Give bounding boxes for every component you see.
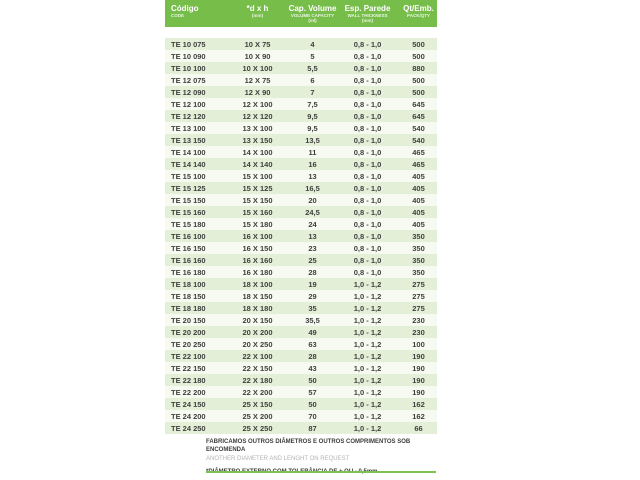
cell-code: TE 24 200: [171, 411, 206, 421]
table-row: [165, 266, 437, 278]
cell-dxh: 20 X 150: [242, 315, 273, 325]
cell-code: TE 22 100: [171, 351, 206, 361]
cell-dxh: 22 X 180: [242, 375, 273, 385]
cell-pack-qty: 162: [412, 411, 425, 421]
cell-capacity: 9,5: [307, 111, 318, 121]
cell-code: TE 14 100: [171, 147, 206, 157]
cell-capacity: 20: [308, 195, 317, 205]
cell-pack-qty: 500: [412, 87, 425, 97]
column-subtitle: PACK/QTY: [407, 13, 430, 19]
table-row: [165, 170, 437, 182]
cell-wall-thickness: 1,0 - 1,2: [353, 279, 382, 289]
cell-pack-qty: 540: [412, 135, 425, 145]
cell-dxh: 16 X 160: [242, 255, 273, 265]
note-custom-sizes-pt: FABRICAMOS OUTROS DIÂMETROS E OUTROS COMPRIMENTOS SOB ENCOMENDA: [206, 439, 411, 453]
cell-code: TE 15 125: [171, 183, 206, 193]
cell-pack-qty: 465: [412, 147, 425, 157]
cell-capacity: 35,5: [305, 315, 320, 325]
cell-pack-qty: 405: [412, 195, 425, 205]
cell-dxh: 22 X 200: [242, 387, 273, 397]
cell-dxh: 10 X 75: [244, 39, 271, 49]
cell-pack-qty: 275: [412, 291, 425, 301]
cell-code: TE 12 120: [171, 111, 206, 121]
cell-dxh: 12 X 75: [244, 75, 271, 85]
cell-dxh: 12 X 90: [244, 87, 271, 97]
cell-capacity: 24: [308, 219, 317, 229]
cell-wall-thickness: 0,8 - 1,0: [353, 75, 382, 85]
cell-pack-qty: 500: [412, 39, 425, 49]
cell-code: TE 24 250: [171, 423, 206, 433]
cell-capacity: 7: [310, 87, 315, 97]
cell-pack-qty: 350: [412, 267, 425, 277]
table-row: [165, 278, 437, 290]
cell-wall-thickness: 1,0 - 1,2: [353, 399, 382, 409]
cell-dxh: 16 X 100: [242, 231, 273, 241]
column-unit: (ml): [308, 18, 317, 24]
cell-code: TE 22 180: [171, 375, 206, 385]
cell-wall-thickness: 0,8 - 1,0: [353, 51, 382, 61]
table-row: [165, 206, 437, 218]
cell-dxh: 12 X 100: [242, 99, 273, 109]
column-title: Cap. Volume: [288, 4, 337, 13]
column-title: Esp. Parede: [344, 4, 391, 13]
cell-pack-qty: 405: [412, 183, 425, 193]
cell-code: TE 16 180: [171, 267, 206, 277]
cell-code: TE 10 090: [171, 51, 206, 61]
cell-capacity: 13,5: [305, 135, 320, 145]
cell-pack-qty: 190: [412, 363, 425, 373]
table-row: [165, 254, 437, 266]
cell-wall-thickness: 0,8 - 1,0: [353, 111, 382, 121]
cell-wall-thickness: 0,8 - 1,0: [353, 219, 382, 229]
table-row: [165, 362, 437, 374]
cell-capacity: 4: [310, 39, 315, 49]
column-title: *d x h: [246, 4, 269, 13]
cell-code: TE 16 150: [171, 243, 206, 253]
cell-pack-qty: 350: [412, 231, 425, 241]
table-header-cell: [400, 0, 437, 27]
cell-wall-thickness: 1,0 - 1,2: [353, 351, 382, 361]
cell-capacity: 5,5: [307, 63, 318, 73]
cell-wall-thickness: 0,8 - 1,0: [353, 147, 382, 157]
cell-code: TE 15 160: [171, 207, 206, 217]
cell-pack-qty: 190: [412, 375, 425, 385]
table-row: [165, 134, 437, 146]
column-title: Qt/Emb.: [403, 4, 434, 13]
cell-code: TE 12 090: [171, 87, 206, 97]
cell-capacity: 49: [308, 327, 317, 337]
table-row: [165, 326, 437, 338]
cell-dxh: 22 X 150: [242, 363, 273, 373]
cell-dxh: 14 X 140: [242, 159, 273, 169]
cell-pack-qty: 405: [412, 207, 425, 217]
cell-dxh: 25 X 250: [242, 423, 273, 433]
cell-code: TE 14 140: [171, 159, 206, 169]
column-subtitle: CODE: [171, 13, 185, 19]
cell-wall-thickness: 1,0 - 1,2: [353, 375, 382, 385]
cell-dxh: 18 X 180: [242, 303, 273, 313]
table-row: [165, 38, 437, 50]
cell-capacity: 23: [308, 243, 317, 253]
cell-capacity: 50: [308, 399, 317, 409]
table-header-cell: [290, 0, 335, 27]
table-row: [165, 398, 437, 410]
cell-capacity: 28: [308, 351, 317, 361]
cell-pack-qty: 66: [414, 423, 423, 433]
cell-dxh: 15 X 160: [242, 207, 273, 217]
table-row: [165, 338, 437, 350]
table-row: [165, 62, 437, 74]
cell-code: TE 10 075: [171, 39, 206, 49]
cell-wall-thickness: 0,8 - 1,0: [353, 99, 382, 109]
cell-code: TE 13 150: [171, 135, 206, 145]
cell-pack-qty: 350: [412, 243, 425, 253]
cell-dxh: 10 X 100: [242, 63, 273, 73]
cell-dxh: 16 X 150: [242, 243, 273, 253]
table-row: [165, 218, 437, 230]
cell-dxh: 14 X 100: [242, 147, 273, 157]
cell-code: TE 13 100: [171, 123, 206, 133]
cell-wall-thickness: 0,8 - 1,0: [353, 267, 382, 277]
cell-wall-thickness: 0,8 - 1,0: [353, 123, 382, 133]
table-row: [165, 230, 437, 242]
table-row: [165, 86, 437, 98]
cell-wall-thickness: 0,8 - 1,0: [353, 39, 382, 49]
cell-dxh: 13 X 100: [242, 123, 273, 133]
cell-code: TE 20 150: [171, 315, 206, 325]
cell-code: TE 20 200: [171, 327, 206, 337]
cell-code: TE 12 075: [171, 75, 206, 85]
cell-pack-qty: 880: [412, 63, 425, 73]
table-row: [165, 422, 437, 434]
cell-pack-qty: 500: [412, 75, 425, 85]
cell-code: TE 24 150: [171, 399, 206, 409]
cell-dxh: 10 X 90: [244, 51, 271, 61]
cell-wall-thickness: 0,8 - 1,0: [353, 231, 382, 241]
column-unit: (mm): [362, 18, 373, 24]
table-row: [165, 98, 437, 110]
table-row: [165, 74, 437, 86]
cell-wall-thickness: 0,8 - 1,0: [353, 63, 382, 73]
cell-wall-thickness: 1,0 - 1,2: [353, 291, 382, 301]
cell-wall-thickness: 0,8 - 1,0: [353, 243, 382, 253]
cell-capacity: 16: [308, 159, 317, 169]
cell-wall-thickness: 0,8 - 1,0: [353, 255, 382, 265]
table-row: [165, 314, 437, 326]
cell-dxh: 25 X 150: [242, 399, 273, 409]
cell-dxh: 15 X 100: [242, 171, 273, 181]
table-header-cell: [225, 0, 290, 27]
cell-capacity: 70: [308, 411, 317, 421]
cell-pack-qty: 500: [412, 51, 425, 61]
cell-dxh: 15 X 125: [242, 183, 273, 193]
cell-pack-qty: 162: [412, 399, 425, 409]
cell-wall-thickness: 0,8 - 1,0: [353, 171, 382, 181]
cell-code: TE 22 150: [171, 363, 206, 373]
cell-capacity: 11: [308, 147, 317, 157]
cell-wall-thickness: 0,8 - 1,0: [353, 195, 382, 205]
table-row: [165, 410, 437, 422]
column-subtitle: (mm): [252, 13, 263, 19]
cell-capacity: 13: [308, 171, 317, 181]
table-row: [165, 146, 437, 158]
table-row: [165, 110, 437, 122]
cell-capacity: 16,5: [305, 183, 320, 193]
cell-wall-thickness: 0,8 - 1,0: [353, 183, 382, 193]
cell-capacity: 25: [308, 255, 317, 265]
table-row: [165, 122, 437, 134]
cell-capacity: 35: [308, 303, 317, 313]
cell-capacity: 13: [308, 231, 317, 241]
cell-wall-thickness: 0,8 - 1,0: [353, 207, 382, 217]
cell-dxh: 15 X 180: [242, 219, 273, 229]
cell-wall-thickness: 1,0 - 1,2: [353, 387, 382, 397]
table-row: [165, 158, 437, 170]
cell-code: TE 10 100: [171, 63, 206, 73]
cell-dxh: 18 X 150: [242, 291, 273, 301]
table-row: [165, 290, 437, 302]
cell-capacity: 28: [308, 267, 317, 277]
cell-code: TE 12 100: [171, 99, 206, 109]
cell-dxh: 20 X 250: [242, 339, 273, 349]
cell-code: TE 15 150: [171, 195, 206, 205]
cell-capacity: 87: [308, 423, 317, 433]
cell-capacity: 7,5: [307, 99, 318, 109]
cell-dxh: 16 X 180: [242, 267, 273, 277]
table-row: [165, 182, 437, 194]
product-spec-table: [165, 0, 437, 434]
cell-wall-thickness: 1,0 - 1,2: [353, 363, 382, 373]
cell-capacity: 9,5: [307, 123, 318, 133]
cell-capacity: 5: [310, 51, 315, 61]
cell-dxh: 13 X 150: [242, 135, 273, 145]
cell-dxh: 25 X 200: [242, 411, 273, 421]
column-subtitle: VOLUME CAPACITY: [290, 13, 335, 19]
cell-wall-thickness: 1,0 - 1,2: [353, 303, 382, 313]
note-custom-sizes-en: ANOTHER DIAMETER AND LENGHT ON REQUEST: [206, 455, 350, 462]
cell-pack-qty: 405: [412, 219, 425, 229]
table-row: [165, 350, 437, 362]
cell-code: TE 18 180: [171, 303, 206, 313]
cell-pack-qty: 230: [412, 315, 425, 325]
cell-capacity: 63: [308, 339, 317, 349]
divider-line: [206, 471, 436, 473]
cell-capacity: 29: [308, 291, 317, 301]
cell-code: TE 22 200: [171, 387, 206, 397]
cell-wall-thickness: 0,8 - 1,0: [353, 159, 382, 169]
cell-pack-qty: 405: [412, 171, 425, 181]
cell-pack-qty: 275: [412, 279, 425, 289]
cell-dxh: 22 X 100: [242, 351, 273, 361]
cell-pack-qty: 230: [412, 327, 425, 337]
table-row: [165, 242, 437, 254]
cell-pack-qty: 275: [412, 303, 425, 313]
table-body: [165, 38, 437, 434]
cell-capacity: 43: [308, 363, 317, 373]
cell-wall-thickness: 1,0 - 1,2: [353, 315, 382, 325]
cell-dxh: 12 X 120: [242, 111, 273, 121]
table-header-cell: [335, 0, 400, 27]
cell-pack-qty: 100: [412, 339, 425, 349]
table-header-cell: [165, 0, 225, 27]
cell-capacity: 50: [308, 375, 317, 385]
cell-wall-thickness: 1,0 - 1,2: [353, 339, 382, 349]
table-row: [165, 194, 437, 206]
column-title: Código: [171, 4, 199, 13]
cell-capacity: 19: [308, 279, 317, 289]
table-row: [165, 374, 437, 386]
cell-wall-thickness: 1,0 - 1,2: [353, 327, 382, 337]
cell-pack-qty: 465: [412, 159, 425, 169]
column-subtitle: WALL THICKNESS: [347, 13, 388, 19]
cell-pack-qty: 190: [412, 351, 425, 361]
cell-pack-qty: 190: [412, 387, 425, 397]
cell-code: TE 18 150: [171, 291, 206, 301]
table-row: [165, 386, 437, 398]
cell-code: TE 18 100: [171, 279, 206, 289]
cell-dxh: 18 X 100: [242, 279, 273, 289]
cell-code: TE 16 160: [171, 255, 206, 265]
cell-pack-qty: 350: [412, 255, 425, 265]
cell-code: TE 16 100: [171, 231, 206, 241]
cell-wall-thickness: 0,8 - 1,0: [353, 87, 382, 97]
cell-capacity: 57: [308, 387, 317, 397]
table-row: [165, 50, 437, 62]
cell-dxh: 20 X 200: [242, 327, 273, 337]
table-header-row: [165, 0, 437, 27]
cell-pack-qty: 540: [412, 123, 425, 133]
cell-code: TE 15 180: [171, 219, 206, 229]
cell-pack-qty: 645: [412, 111, 425, 121]
cell-wall-thickness: 1,0 - 1,2: [353, 423, 382, 433]
cell-dxh: 15 X 150: [242, 195, 273, 205]
cell-capacity: 6: [310, 75, 315, 85]
cell-wall-thickness: 0,8 - 1,0: [353, 135, 382, 145]
table-row: [165, 302, 437, 314]
cell-code: TE 20 250: [171, 339, 206, 349]
cell-wall-thickness: 1,0 - 1,2: [353, 411, 382, 421]
cell-capacity: 24,5: [305, 207, 320, 217]
cell-pack-qty: 645: [412, 99, 425, 109]
cell-code: TE 15 100: [171, 171, 206, 181]
